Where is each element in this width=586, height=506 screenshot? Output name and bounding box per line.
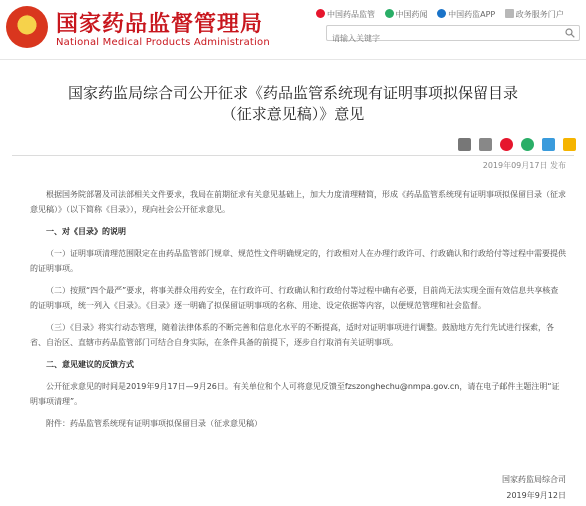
print-icon[interactable] — [458, 138, 471, 151]
site-header — [0, 0, 586, 60]
app-icon — [437, 9, 446, 18]
sign-org: 国家药监局综合司 — [502, 475, 566, 484]
publish-date: 2019年09月17日 发布 — [482, 161, 566, 170]
site-title-en: National Medical Products Administration — [56, 37, 270, 48]
section2-heading: 二、意见建议的反馈方式 — [46, 360, 134, 369]
link-app[interactable]: 中国药监APP — [437, 9, 495, 20]
article-tools — [458, 134, 579, 150]
share-star-icon[interactable] — [563, 138, 576, 151]
link-weibo[interactable]: 中国药品监管 — [316, 9, 375, 20]
article-title — [0, 83, 586, 125]
printer-icon[interactable] — [479, 138, 492, 151]
link-portal[interactable]: 政务服务门户 — [505, 9, 564, 20]
paragraph-1: （一）证明事项清理范围限定在由药品监管部门规章、规范性文件明确规定的，行政相对人在办理行政许可、行政确认和行政给付等过程中需要提供的证明事项。 — [30, 249, 566, 273]
section1-heading: 一、对《目录》的说明 — [46, 227, 126, 236]
article-title-line1: 国家药监局综合司公开征求《药品监管系统现有证明事项拟保留目录 — [67, 84, 518, 102]
top-links — [316, 9, 571, 20]
portal-icon — [505, 9, 514, 18]
link-wechat[interactable]: 中国药闻 — [385, 9, 428, 20]
paragraph-3: （三）《目录》将实行动态管理，随着法律体系的不断完善和信息化水平的不断提高，适时对证明事项进行调整。鼓励地方先行先试进行探索，各省、自治区、直辖市药品监管部门可结合自身实际，在条件具备的前提下，逐步自行取消有关证明事项。 — [30, 323, 554, 347]
site-title[interactable]: 国家药品监督管理局 — [56, 12, 264, 37]
search-icon[interactable] — [565, 28, 575, 38]
share-wechat-icon[interactable] — [521, 138, 534, 151]
wechat-icon — [385, 9, 394, 18]
share-qq-icon[interactable] — [542, 138, 555, 151]
search-box — [326, 25, 580, 41]
national-emblem-icon: ★ — [6, 6, 48, 48]
attachment-line[interactable]: 附件：药品监管系统现有证明事项拟保留目录（征求意见稿） — [46, 419, 262, 428]
article-body — [30, 187, 566, 431]
share-weibo-icon[interactable] — [500, 138, 513, 151]
search-input[interactable] — [327, 32, 547, 46]
sign-date: 2019年9月12日 — [506, 491, 566, 500]
paragraph-4: 公开征求意见的时间是2019年9月17日—9月26日。有关单位和个人可将意见反馈至fzszonghechu@nmpa.gov.cn，请在电子邮件主题注明“证明事项清理”。 — [30, 382, 560, 406]
weibo-icon — [316, 9, 325, 18]
title-divider — [12, 155, 574, 156]
intro-paragraph: 根据国务院部署及司法部相关文件要求，我局在前期征求有关意见基础上，加大力度清理精简，形成《药品监管系统现有证明事项拟保留目录（征求意见稿）》（以下简称《目录》），现向社会公开征求意见。 — [30, 190, 566, 214]
paragraph-2: （二）按照“四个最严”要求，将事关群众用药安全，在行政许可、行政确认和行政给付等过程中确有必要，目前尚无法实现全面有效信息共享核查的证明事项，统一列入《目录》。《目录》逐一明确了拟保留证明事项的名称、用途、设定依据等内容，以便规范管理和社会监督。 — [30, 286, 559, 310]
article-title-line2: （征求意见稿）》意见 — [221, 105, 365, 123]
